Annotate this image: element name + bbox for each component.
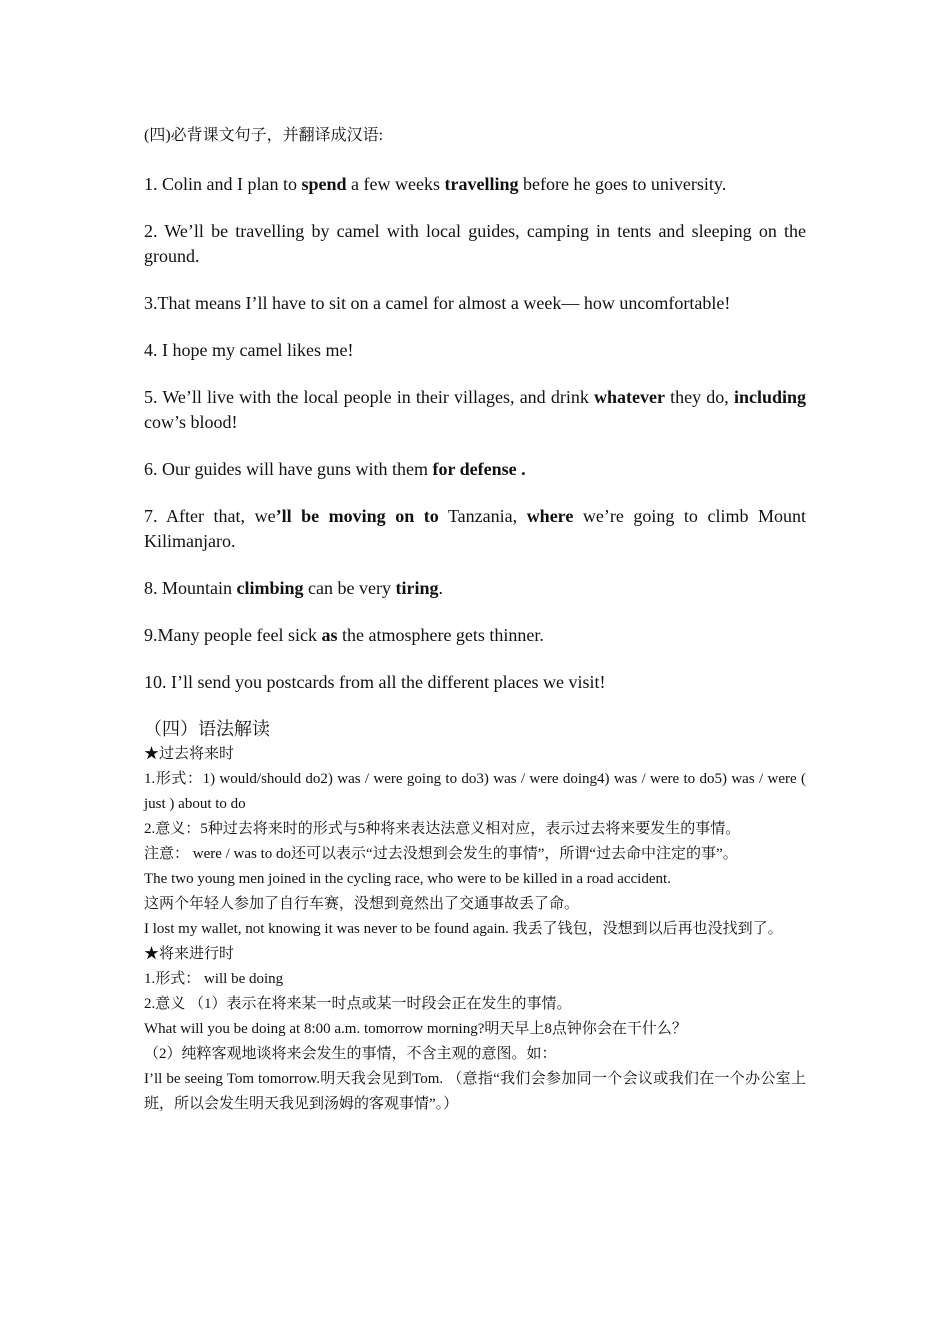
grammar-line: 这两个年轻人参加了自行车赛，没想到竟然出了交通事故丢了命。 <box>144 896 580 912</box>
grammar-section <box>144 717 806 1117</box>
sentence-text: they do, <box>664 387 734 407</box>
sentence-4 <box>144 338 806 363</box>
sentence-text: 10. I’ll send you postcards from all the different places we visit! <box>144 672 606 692</box>
sentence-text: 7. After that, we <box>144 506 276 526</box>
grammar-line: ★过去将来时 <box>144 746 235 762</box>
sentence-list <box>144 172 806 695</box>
sentence-text: 9.Many people feel sick <box>144 625 322 645</box>
sentence-2 <box>144 219 806 269</box>
sentence-8 <box>144 576 806 601</box>
bold-phrase: climbing <box>236 578 304 598</box>
grammar-line: 注意： were / was to do还可以表示“过去没想到会发生的事情”，所谓“过去命中注定的事”。 <box>144 846 738 862</box>
sentence-9 <box>144 623 806 648</box>
sentence-text: 5. We’ll live with the local people in their villages, and drink <box>144 387 594 407</box>
sentence-text: before he goes to university. <box>518 174 727 194</box>
bold-phrase: as <box>321 625 338 645</box>
bold-phrase: for defense . <box>432 459 526 479</box>
sentence-text: the atmosphere gets thinner. <box>337 625 544 645</box>
bold-phrase: ’ll be moving on to <box>275 506 439 526</box>
sentence-text: 3.That means I’ll have to sit on a camel for almost a week— how uncomfortable! <box>144 293 731 313</box>
sentence-text: 1. Colin and I plan to <box>144 174 302 194</box>
grammar-title: （四）语法解读 <box>144 719 270 739</box>
sentence-text: cow’s blood! <box>144 412 238 432</box>
grammar-line: （2）纯粹客观地谈将来会发生的事情，不含主观的意图。如： <box>144 1046 557 1062</box>
sentence-text: 4. I hope my camel likes me! <box>144 340 354 360</box>
sentence-text: can be very <box>303 578 396 598</box>
bold-phrase: including <box>733 387 806 407</box>
sentence-text: . <box>438 578 443 598</box>
section-heading: (四)必背课文句子，并翻译成汉语: <box>144 127 384 144</box>
grammar-line: The two young men joined in the cycling race, who were to be killed in a road accident. <box>144 871 671 887</box>
grammar-line: I lost my wallet, not knowing it was never to be found again. 我丢了钱包，没想到以后再也没找到了。 <box>144 921 783 937</box>
sentence-text: 6. Our guides will have guns with them <box>144 459 433 479</box>
sentence-10 <box>144 670 806 695</box>
sentence-text: 2. We’ll be travelling by camel with local guides, camping in tents and sleeping on the ground. <box>144 221 806 266</box>
sentence-text: we’re going to climb Mount Kilimanjaro. <box>144 506 806 551</box>
bold-phrase: spend <box>301 174 347 194</box>
bold-phrase: travelling <box>444 174 519 194</box>
grammar-line: 1.形式：1) would/should do2) was / were going to do3) was / were doing4) was / were to do5) was / were ( just ) about to do <box>144 771 806 812</box>
sentence-text: Tanzania, <box>438 506 527 526</box>
bold-phrase: whatever <box>594 387 665 407</box>
grammar-line: 2.意义：5种过去将来时的形式与5种将来表达法意义相对应，表示过去将来要发生的事情。 <box>144 821 741 837</box>
bold-phrase: tiring <box>395 578 439 598</box>
document-page <box>144 124 806 1117</box>
grammar-line: I’ll be seeing Tom tomorrow.明天我会见到Tom. （意指“我们会参加同一个会议或我们在一个办公室上班，所以会发生明天我见到汤姆的客观事情”。） <box>144 1071 806 1112</box>
grammar-line: ★将来进行时 <box>144 946 235 962</box>
sentence-6 <box>144 457 806 482</box>
sentence-5 <box>144 385 806 435</box>
sentence-text: 8. Mountain <box>144 578 237 598</box>
sentence-text: a few weeks <box>346 174 445 194</box>
sentence-3 <box>144 291 806 316</box>
grammar-line: What will you be doing at 8:00 a.m. tomorrow morning?明天早上8点钟你会在干什么？ <box>144 1021 687 1037</box>
bold-phrase: where <box>526 506 574 526</box>
grammar-line: 1.形式： will be doing <box>144 971 284 987</box>
grammar-line: 2.意义 （1）表示在将来某一时点或某一时段会正在发生的事情。 <box>144 996 572 1012</box>
sentence-1 <box>144 172 806 197</box>
sentence-7 <box>144 504 806 554</box>
